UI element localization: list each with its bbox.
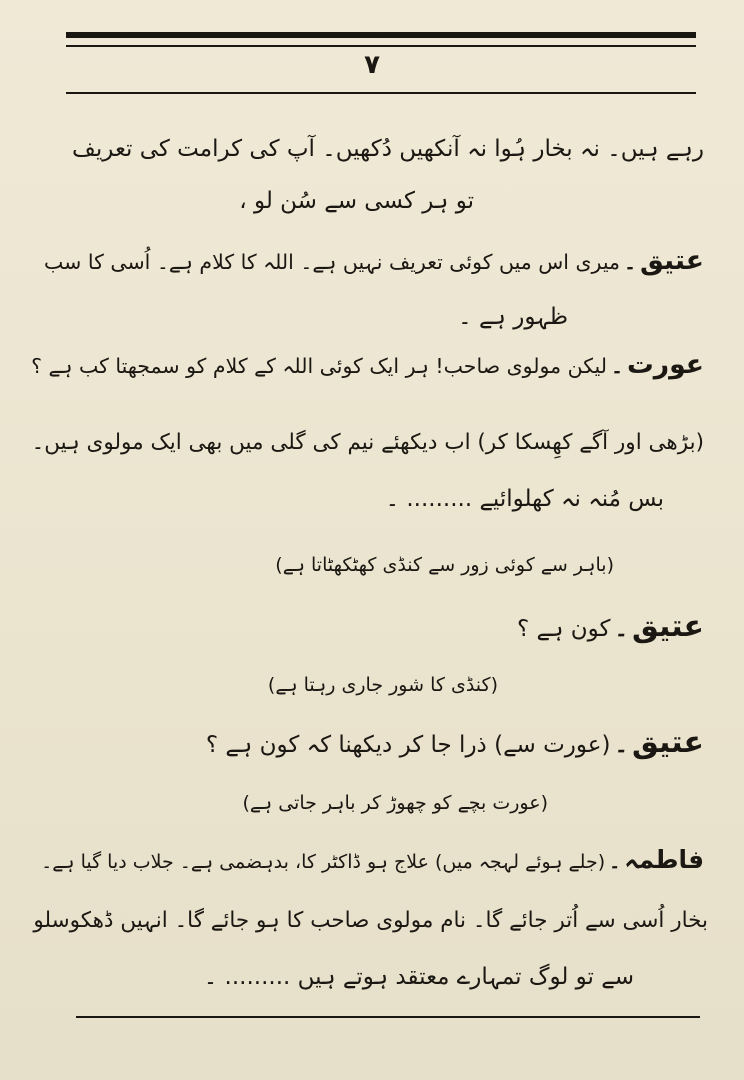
speaker-woman: عورت (626, 349, 704, 380)
dialogue-line-woman-1: عورت۔لیکن مولوی صاحب! ہر ایک کوئی اللہ کے کلام کو سمجھتا کب ہے ؟ (31, 349, 704, 380)
text-line-1: رہے ہیں۔ نہ بخار ہُوا نہ آنکھیں دُکھیں۔ آپ کی کرامت کی تعریف (72, 136, 704, 162)
header-thick-rule (66, 32, 696, 38)
text-line-14: بخار اُسی سے اُتر جائے گا۔ نام مولوی صاحب کا ہو جائے گا۔ انہیں ڈھکوسلو (33, 908, 708, 933)
speaker-atiq: عتیق (631, 609, 704, 644)
text-line-15: سے تو لوگ تمہارے معتقد ہوتے ہیں ......... ۔ (203, 964, 634, 990)
page-number: ۷ (364, 50, 380, 80)
dialogue-line-atiq-3: عتیق۔(عورت سے) ذرا جا کر دیکھنا کہ کون ہے ؟ (205, 725, 704, 760)
speaker-atiq: عتیق (640, 245, 704, 276)
dialogue-line-fatima-1: فاطمہ۔(جلے ہوئے لہجہ میں) علاج ہو ڈاکٹر کا، بدہضمی ہے۔ جلاب دیا گیا ہے۔ (41, 845, 704, 874)
speaker-fatima: فاطمہ (624, 845, 704, 874)
dialogue-line-atiq-2: عتیق۔کون ہے ؟ (516, 609, 704, 644)
speaker-atiq: عتیق (631, 725, 704, 760)
footer-rule (76, 1016, 700, 1018)
stage-direction-noise: (کنڈی کا شور جاری رہتا ہے) (267, 674, 498, 696)
stage-direction-knock: (باہر سے کوئی زور سے کنڈی کھٹکھٹاتا ہے) (275, 554, 614, 576)
dialogue-line-atiq-1: عتیق۔میری اس میں کوئی تعریف نہیں ہے۔ اللہ کا کلام ہے۔ اُسی کا سب (44, 245, 704, 276)
text-line-7: بس مُنہ نہ کھلوائیے ......... ۔ (385, 486, 664, 512)
text-line-4: ظہور ہے ۔ (458, 304, 568, 330)
text-line-6: (بڑھی اور آگے کھِسکا کر) اب دیکھئے نیم کی گلی میں بھی ایک مولوی ہیں۔ (31, 430, 704, 455)
header-bottom-rule (66, 92, 696, 94)
header-thin-rule (66, 45, 696, 47)
text-line-2: تو ہر کسی سے سُن لو ، (239, 188, 474, 214)
stage-direction-exit: (عورت بچے کو چھوڑ کر باہر جاتی ہے) (242, 792, 548, 814)
